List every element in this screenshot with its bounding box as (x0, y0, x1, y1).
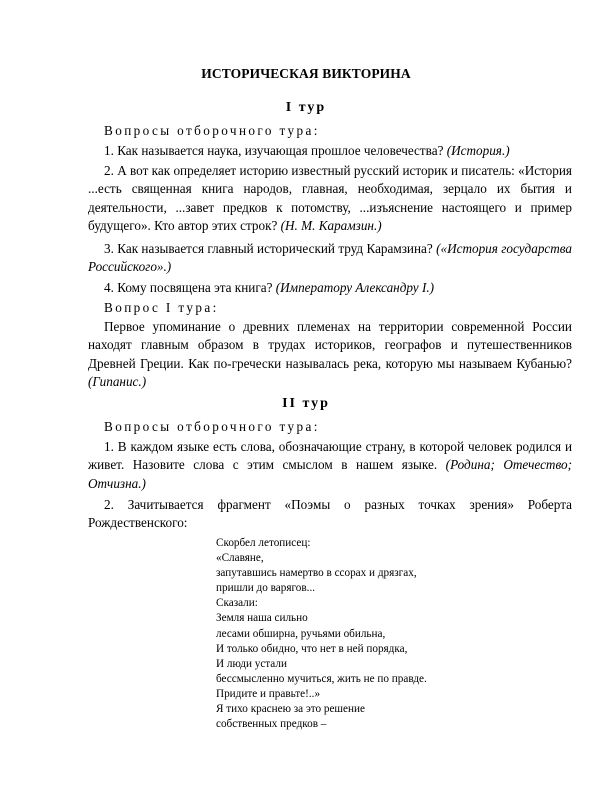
tour-1-heading: I тур (285, 100, 327, 115)
question-text: 3. Как называется главный исторический труд Карамзина? (104, 241, 433, 256)
tour-1-question-2 (88, 162, 572, 235)
tour-1-question-4 (88, 279, 572, 297)
poem-line: И люди устали (216, 657, 287, 670)
question-text: 1. В каждом языке есть слова, обозначающие страну, в которой человек родился и живет. Назовите слова с этим смыслом в нашем языке. (88, 439, 572, 473)
poem-line: Скорбел летописец: (216, 537, 311, 549)
poem-line: запутавшись намертво в ссорах и дрязгах, (216, 567, 417, 580)
question-text: 2. Зачитывается фрагмент «Поэмы о разных точках зрения» Роберта Рождественского: (88, 497, 572, 531)
question-text: 1. Как называется наука, изучающая прошлое человечества? (104, 143, 444, 158)
question-text: Первое упоминание о древних племенах на территории современной России находят главным образом в трудах историков, географов и путешественников Древней Греции. Как по-гречески называлась река, которую мы называем Кубанью? (88, 319, 572, 371)
question-answer: (Н. М. Карамзин.) (280, 217, 382, 233)
question-answer: (История.) (446, 143, 510, 158)
poem-line: пришли до варягов... (216, 582, 316, 595)
tour-1-question-1 (88, 142, 572, 160)
page-title: ИСТОРИЧЕСКАЯ ВИКТОРИНА (201, 66, 411, 81)
poem-line: Придите и правьте!..» (216, 687, 321, 700)
tour-1-qualifying-heading: Вопросы отборочного тура: (104, 123, 320, 138)
tour-1-question-3 (88, 240, 572, 277)
poem-fragment (216, 536, 427, 732)
poem-line: бессмысленно мучиться, жить не по правде. (216, 672, 427, 685)
poem-line: лесами обширна, ручьями обильна, (216, 627, 386, 640)
question-text: 2. А вот как определяет историю известный русский историк и писатель: «История ...есть священная книга народов, главная, необходимая, зерцало их бытия и деятельности, ...завет предков к потомству, ...изъяснение настоящего и пример будущего». Кто автор этих строк? (88, 163, 572, 233)
poem-line: собственных предков – (216, 718, 327, 731)
question-answer: (Гипанис.) (88, 373, 147, 389)
poem-line: «Славяне, (216, 552, 264, 565)
tour-2-question-2 (88, 496, 572, 533)
tour-2-question-1 (88, 438, 572, 493)
question-answer: (Родина; Отечество; Отчизна.) (88, 457, 572, 491)
question-answer: («История государства Российского».) (88, 241, 573, 275)
poem-line: Земля наша сильно (216, 612, 308, 625)
tour-1-round-question (88, 318, 572, 391)
question-answer: (Императору Александру I.) (275, 280, 435, 295)
poem-line: Сказали: (216, 597, 258, 610)
tour-2-qualifying-heading: Вопросы отборочного тура: (104, 419, 320, 434)
question-text: 4. Кому посвящена эта книга? (104, 280, 273, 295)
tour-1-round-heading: Вопрос I тура: (104, 300, 219, 315)
poem-line: Я тихо краснею за это решение (216, 703, 365, 716)
poem-line: И только обидно, что нет в ней порядка, (216, 642, 408, 655)
tour-2-heading: II тур (282, 396, 330, 411)
